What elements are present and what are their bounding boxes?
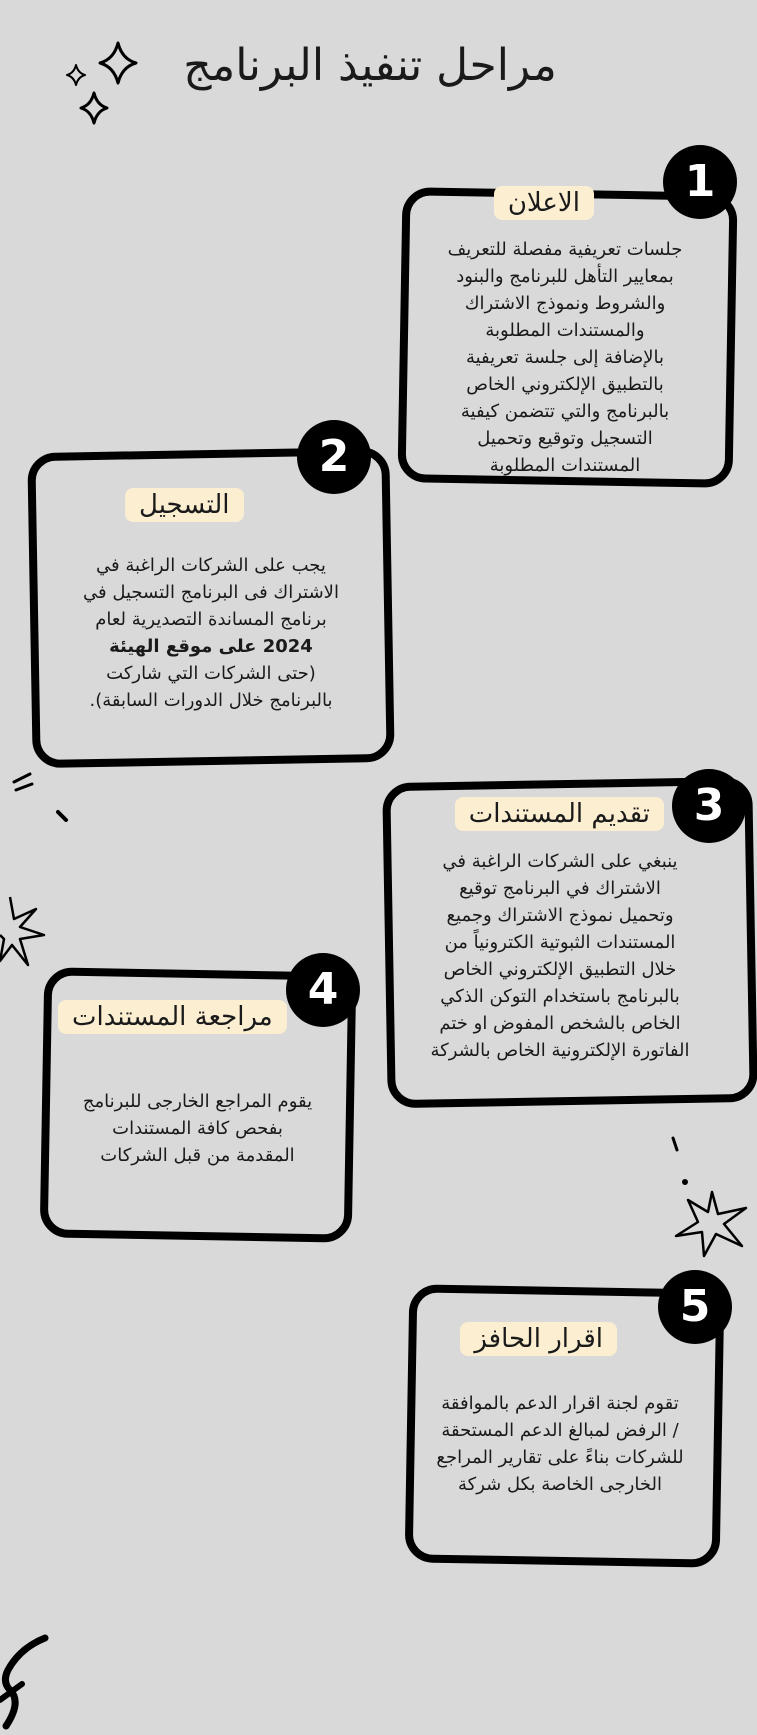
step-label-5: اقرار الحافز [460,1322,617,1356]
text-line: 2024 على موقع الهيئة [109,636,313,657]
text-line: المقدمة من قبل الشركات [100,1145,295,1166]
text-line: جلسات تعريفية مفصلة للتعريف [447,239,683,260]
text-line: بالإضافة إلى جلسة تعريفية [465,347,665,368]
text-line: المستندات الثبوتية الكترونياً من [444,932,676,953]
brush-mark-icon [0,1630,50,1735]
text-line: بمعايير التأهل للبرنامج والبنود [456,266,674,287]
text-line: يقوم المراجع الخارجى للبرنامج [82,1091,313,1112]
text-line: خلال التطبيق الإلكتروني الخاص [443,959,677,980]
text-line: والشروط ونموذج الاشتراك [464,293,666,314]
text-line: والمستندات المطلوبة [485,320,645,341]
text-line: الخارجى الخاصة بكل شركة [458,1474,662,1495]
step-number-badge-2: 2 [297,420,371,494]
step-label-1: الاعلان [494,186,594,220]
step-label-4: مراجعة المستندات [58,1000,287,1034]
step-text-2 [55,552,367,714]
text-line: الاشتراك في البرنامج توقيع [459,878,661,899]
step-number-badge-5: 5 [658,1270,732,1344]
text-line: ينبغي على الشركات الراغبة في [442,851,678,872]
text-line: بالبرنامج باستخدام التوكن الذكي [440,986,680,1007]
star-icon [0,895,50,975]
step-label-2: التسجيل [125,488,244,522]
step-text-4 [55,1088,340,1169]
star-icon [670,1190,750,1260]
text-line: / الرفض لمبالغ الدعم المستحقة [441,1420,679,1441]
dash-mark-icon [10,770,70,825]
sparkles-icon [60,35,150,130]
step-text-3 [405,848,715,1064]
text-line: وتحميل نموذج الاشتراك وجميع [446,905,674,926]
dash-mark-icon [665,1130,695,1190]
text-line: الخاص بالشخص المفوض او ختم [439,1013,681,1034]
text-line: الفاتورة الإلكترونية الخاص بالشركة [430,1040,690,1061]
page-title: مراحل تنفيذ البرنامج [183,40,557,91]
step-number-badge-1: 1 [663,145,737,219]
text-line: بفحص كافة المستندات [112,1118,283,1139]
text-line: بالبرنامج والتي تتضمن كيفية [460,401,670,422]
step-text-1 [415,236,715,479]
text-line: بالبرنامج خلال الدورات السابقة). [89,690,333,711]
text-line: (حتى الشركات التي شاركت [106,663,316,684]
text-line: برنامج المساندة التصديرية لعام [95,609,327,630]
text-line: بالتطبيق الإلكتروني الخاص [466,374,664,395]
text-line: التسجيل وتوقيع وتحميل [477,428,653,449]
text-line: الاشتراك فى البرنامج التسجيل في [83,582,339,603]
text-line: المستندات المطلوبة [489,455,641,476]
text-line: تقوم لجنة اقرار الدعم بالموافقة [441,1393,679,1414]
text-line: للشركات بناءً على تقارير المراجع [436,1447,684,1468]
step-label-3: تقديم المستندات [455,797,664,831]
step-number-badge-3: 3 [672,769,746,843]
text-line: يجب على الشركات الراغبة في [96,555,326,576]
step-text-5 [415,1390,705,1498]
step-number-badge-4: 4 [286,953,360,1027]
